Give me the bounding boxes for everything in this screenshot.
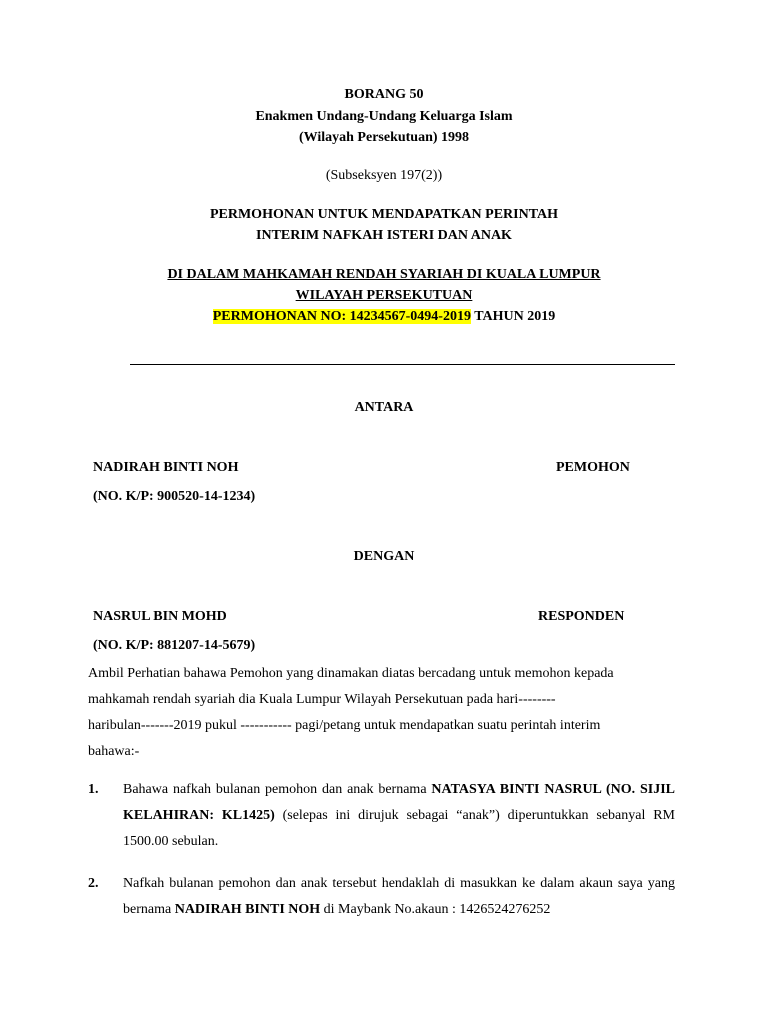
enactment-line-1: Enakmen Undang-Undang Keluarga Islam — [255, 109, 513, 124]
enactment-line-2: (Wilayah Persekutuan) 1998 — [298, 130, 470, 145]
item-2-text — [123, 871, 675, 923]
notice-line-2: mahkamah rendah syariah dia Kuala Lumpur Wilayah Persekutuan pada hari-------- — [88, 692, 556, 707]
notice-line-3: haribulan-------2019 pukul ----------- pagi/petang untuk mendapatkan suatu perintah interim — [88, 718, 601, 733]
item-2-text-b: di Maybank No.akaun : 1426524276252 — [320, 902, 551, 917]
court-line-2: WILAYAH PERSEKUTUAN — [295, 288, 473, 303]
subsection-reference: (Subseksyen 197(2)) — [325, 168, 443, 183]
form-title: BORANG 50 — [344, 87, 424, 102]
notice-line-4: bahawa:- — [88, 744, 140, 759]
item-1-number: 1. — [88, 782, 99, 797]
application-title-line-1: PERMOHONAN UNTUK MENDAPATKAN PERINTAH — [209, 207, 559, 222]
respondent-role: RESPONDEN — [538, 609, 625, 624]
horizontal-divider — [130, 364, 675, 365]
item-1-text-a: Bahawa nafkah bulanan pemohon dan anak bernama — [123, 782, 432, 797]
application-number-line — [0, 309, 768, 325]
item-2-number: 2. — [88, 876, 99, 891]
application-year: TAHUN 2019 — [470, 309, 556, 324]
child-name: NATASYA BINTI NASRUL (NO. SIJIL KELAHIRAN: KL1425) — [123, 782, 676, 823]
application-title-line-2: INTERIM NAFKAH ISTERI DAN ANAK — [256, 228, 512, 243]
between-label: ANTARA — [354, 400, 414, 415]
respondent-ic: (NO. K/P: 881207-14-5679) — [93, 638, 256, 653]
applicant-ic: (NO. K/P: 900520-14-1234) — [93, 489, 256, 504]
item-1-text-b: (selepas ini dirujuk sebagai “anak”) diperuntukkan sebanyal RM 1500.00 sebulan. — [123, 808, 675, 849]
account-holder-name: NADIRAH BINTI NOH — [174, 902, 321, 917]
application-number: PERMOHONAN NO: 14234567-0494-2019 — [212, 309, 471, 324]
applicant-name: NADIRAH BINTI NOH — [93, 460, 239, 475]
item-1-text — [123, 777, 675, 855]
item-2-text-a: Nafkah bulanan pemohon dan anak tersebut hendaklah di masukkan ke dalam akaun saya yang bernama — [123, 876, 675, 917]
court-line-1: DI DALAM MAHKAMAH RENDAH SYARIAH DI KUALA LUMPUR — [167, 267, 601, 282]
applicant-role: PEMOHON — [556, 460, 630, 475]
with-label: DENGAN — [353, 549, 415, 564]
notice-line-1: Ambil Perhatian bahawa Pemohon yang dinamakan diatas bercadang untuk memohon kepada — [88, 666, 614, 681]
respondent-name: NASRUL BIN MOHD — [93, 609, 227, 624]
